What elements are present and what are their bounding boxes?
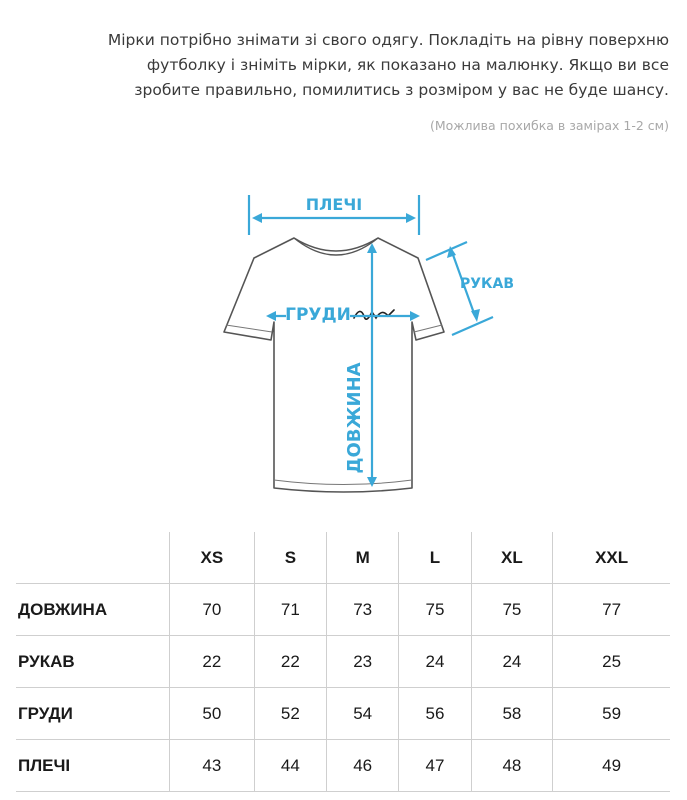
table-row (16, 740, 670, 792)
row-label: ДОВЖИНА (16, 584, 170, 636)
table-cell: 77 (553, 584, 670, 636)
table-cell: 24 (471, 636, 553, 688)
row-label: ГРУДИ (16, 688, 170, 740)
chest-label: ГРУДИ (285, 305, 351, 325)
table-cell: 25 (553, 636, 670, 688)
table-cell: 48 (471, 740, 553, 792)
table-cell: 56 (399, 688, 471, 740)
table-cell: 52 (254, 688, 326, 740)
size-header-row (16, 532, 670, 584)
table-cell: 70 (170, 584, 255, 636)
size-table (16, 532, 670, 792)
table-cell: 23 (327, 636, 399, 688)
corner-cell (16, 532, 170, 584)
table-cell: 75 (471, 584, 553, 636)
table-cell: 49 (553, 740, 670, 792)
table-row (16, 584, 670, 636)
sleeve-label: РУКАВ (460, 276, 515, 292)
table-cell: 54 (327, 688, 399, 740)
table-cell: 24 (399, 636, 471, 688)
table-cell: 22 (170, 636, 255, 688)
table-cell: 73 (327, 584, 399, 636)
row-label: ПЛЕЧІ (16, 740, 170, 792)
size-header: S (254, 532, 326, 584)
intro-line-1: Мірки потрібно знімати зі свого одягу. Покладіть на рівну поверхню (107, 31, 669, 49)
table-cell: 59 (553, 688, 670, 740)
measurement-note: (Можлива похибка в замірах 1-2 см) (429, 118, 669, 133)
table-cell: 75 (399, 584, 471, 636)
table-cell: 47 (399, 740, 471, 792)
table-cell: 71 (254, 584, 326, 636)
table-cell: 46 (327, 740, 399, 792)
table-row (16, 688, 670, 740)
intro-line-2: футболку і зніміть мірки, як показано на малюнку. Якщо ви все (146, 56, 669, 74)
table-cell: 58 (471, 688, 553, 740)
length-label: ДОВЖИНА (344, 362, 365, 474)
table-cell: 50 (170, 688, 255, 740)
intro-line-3: зробите правильно, помилитись з розміром у вас не буде шансу. (134, 81, 669, 99)
table-row (16, 636, 670, 688)
size-header: XL (471, 532, 553, 584)
row-label: РУКАВ (16, 636, 170, 688)
size-header: XS (170, 532, 255, 584)
shoulders-label: ПЛЕЧІ (305, 195, 363, 214)
intro-text (29, 28, 669, 103)
table-cell: 44 (254, 740, 326, 792)
size-header: L (399, 532, 471, 584)
table-cell: 22 (254, 636, 326, 688)
size-header: M (327, 532, 399, 584)
tshirt-outline (224, 238, 444, 492)
tshirt-diagram (216, 180, 516, 500)
table-cell: 43 (170, 740, 255, 792)
size-header: XXL (553, 532, 670, 584)
